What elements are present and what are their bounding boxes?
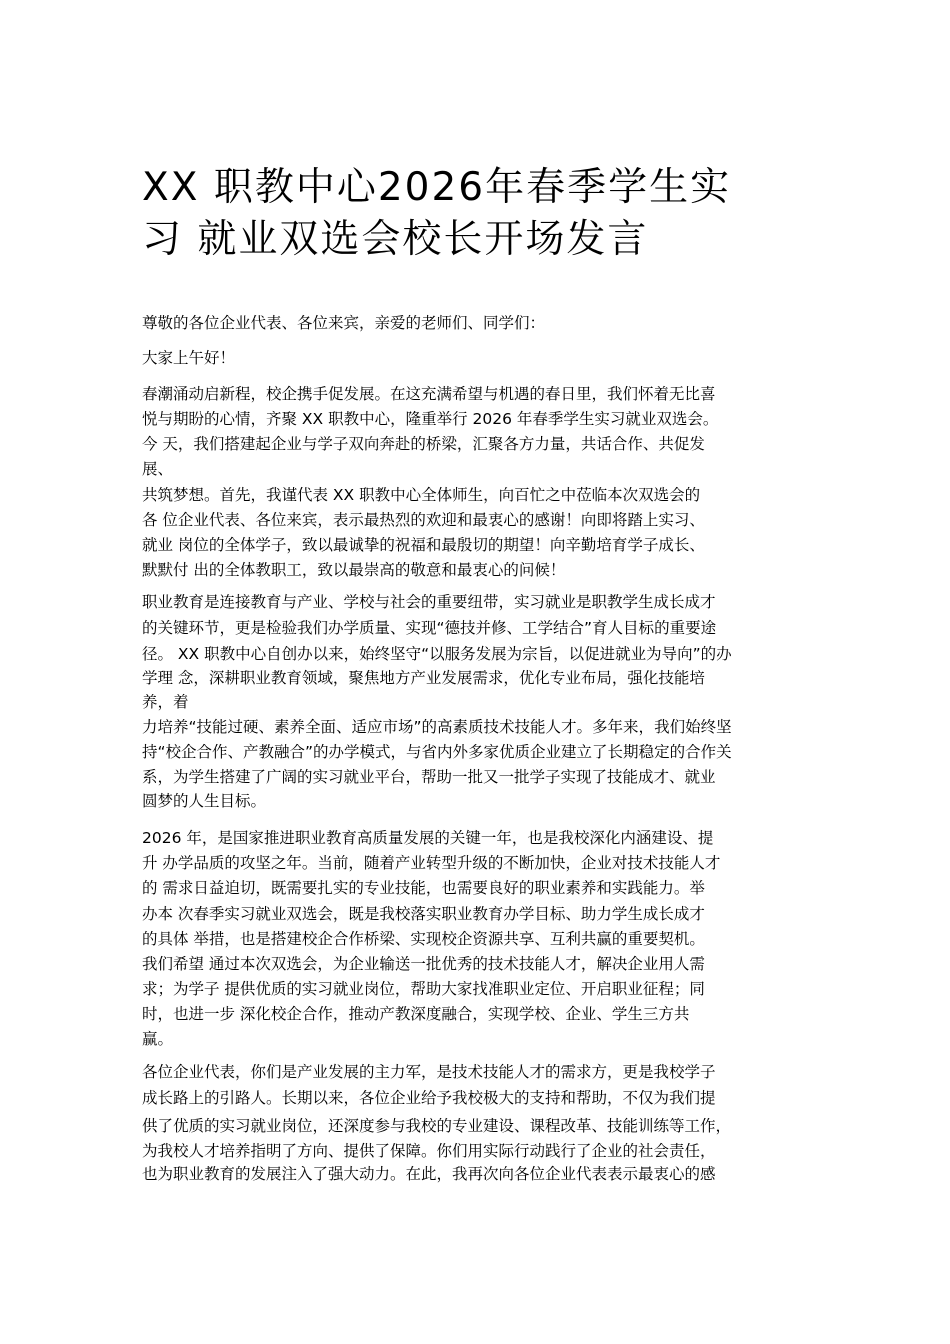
paragraph-4-line: 各位企业代表，你们是产业发展的主力军，是技术技能人才的需求方，更是我校学子	[142, 1063, 716, 1081]
paragraph-1-line: 今 天，我们搭建起企业与学子双向奔赴的桥梁，汇聚各方力量，共话合作、共促发	[142, 435, 705, 453]
paragraph-2-line: 的关键环节，更是检验我们办学质量、实现“德技并修、工学结合”育人目标的重要途	[142, 619, 717, 637]
paragraph-1-line: 悦与期盼的心情，齐聚 XX 职教中心，隆重举行 2026 年春季学生实习就业双选会。	[142, 410, 719, 428]
paragraph-2-line: 持“校企合作、产教融合”的办学模式，与省内外多家优质企业建立了长期稳定的合作关	[142, 743, 732, 761]
title-line-2: 习 就业双选会校长开场发言	[142, 217, 649, 262]
paragraph-3-line: 赢。	[142, 1030, 174, 1048]
paragraph-2-line: 径。 XX 职教中心自创办以来，始终坚守“以服务发展为宗旨，以促进就业为导向”的办	[142, 645, 732, 663]
paragraph-4-line: 为我校人才培养指明了方向、提供了保障。你们用实际行动践行了企业的社会责任，	[142, 1142, 716, 1160]
paragraph-1-line: 默默付 出的全体教职工，致以最崇高的敬意和最衷心的问候！	[142, 561, 566, 579]
salutation: 尊敬的各位企业代表、各位来宾，亲爱的老师们、同学们：	[142, 314, 546, 332]
paragraph-2-line: 力培养“技能过硬、素养全面、适应市场”的高素质技术技能人才。多年来，我们始终坚	[142, 718, 732, 736]
paragraph-3-line: 求；为学子 提供优质的实习就业岗位，帮助大家找准职业定位、开启职业征程；同	[142, 980, 705, 998]
paragraph-2-line: 圆梦的人生目标。	[142, 792, 267, 810]
paragraph-2-line: 养，着	[142, 693, 189, 711]
paragraph-4-line: 也为职业教育的发展注入了强大动力。在此，我再次向各位企业代表表示最衷心的感	[142, 1165, 716, 1183]
paragraph-3-line: 我们希望 通过本次双选会，为企业输送一批优秀的技术技能人才，解决企业用人需	[142, 955, 705, 973]
paragraph-3-line: 升 办学品质的攻坚之年。当前，随着产业转型升级的不断加快，企业对技术技能人才	[142, 854, 721, 872]
paragraph-2-line: 职业教育是连接教育与产业、学校与社会的重要纽带，实习就业是职教学生成长成才	[142, 593, 716, 611]
paragraph-1-line: 展、	[142, 460, 174, 478]
greeting: 大家上午好！	[142, 349, 236, 367]
document-title	[142, 162, 802, 266]
paragraph-2-line: 系，为学生搭建了广阔的实习就业平台，帮助一批又一批学子实现了技能成才、就业	[142, 768, 716, 786]
paragraph-1-line: 各 位企业代表、各位来宾，表示最热烈的欢迎和最衷心的感谢！向即将踏上实习、	[142, 511, 705, 529]
paragraph-1-line: 就业 岗位的全体学子，致以最诚挚的祝福和最殷切的期望！向辛勤培育学子成长、	[142, 536, 705, 554]
paragraph-2-line: 学理 念，深耕职业教育领域，聚焦地方产业发展需求，优化专业布局，强化技能培	[142, 669, 705, 687]
paragraph-3-line: 的具体 举措，也是搭建校企合作桥梁、实现校企资源共享、互利共赢的重要契机。	[142, 930, 705, 948]
paragraph-1-line: 共筑梦想。首先，我谨代表 XX 职教中心全体师生，向百忙之中莅临本次双选会的	[142, 486, 701, 504]
paragraph-4-line: 供了优质的实习就业岗位，还深度参与我校的专业建设、课程改革、技能训练等工作，	[142, 1117, 732, 1135]
paragraph-3-line: 时，也进一步 深化校企合作，推动产教深度融合，实现学校、企业、学生三方共	[142, 1005, 690, 1023]
paragraph-3-line: 2026 年，是国家推进职业教育高质量发展的关键一年，也是我校深化内涵建设、提	[142, 829, 714, 847]
paragraph-3-line: 的 需求日益迫切，既需要扎实的专业技能，也需要良好的职业素养和实践能力。举	[142, 879, 705, 897]
paragraph-1-line: 春潮涌动启新程，校企携手促发展。在这充满希望与机遇的春日里，我们怀着无比喜	[142, 385, 716, 403]
paragraph-3-line: 办本 次春季实习就业双选会，既是我校落实职业教育办学目标、助力学生成长成才	[142, 905, 705, 923]
title-line-1: XX 职教中心2026年春季学生实	[142, 165, 732, 210]
paragraph-4-line: 成长路上的引路人。长期以来，各位企业给予我校极大的支持和帮助，不仅为我们提	[142, 1089, 716, 1107]
